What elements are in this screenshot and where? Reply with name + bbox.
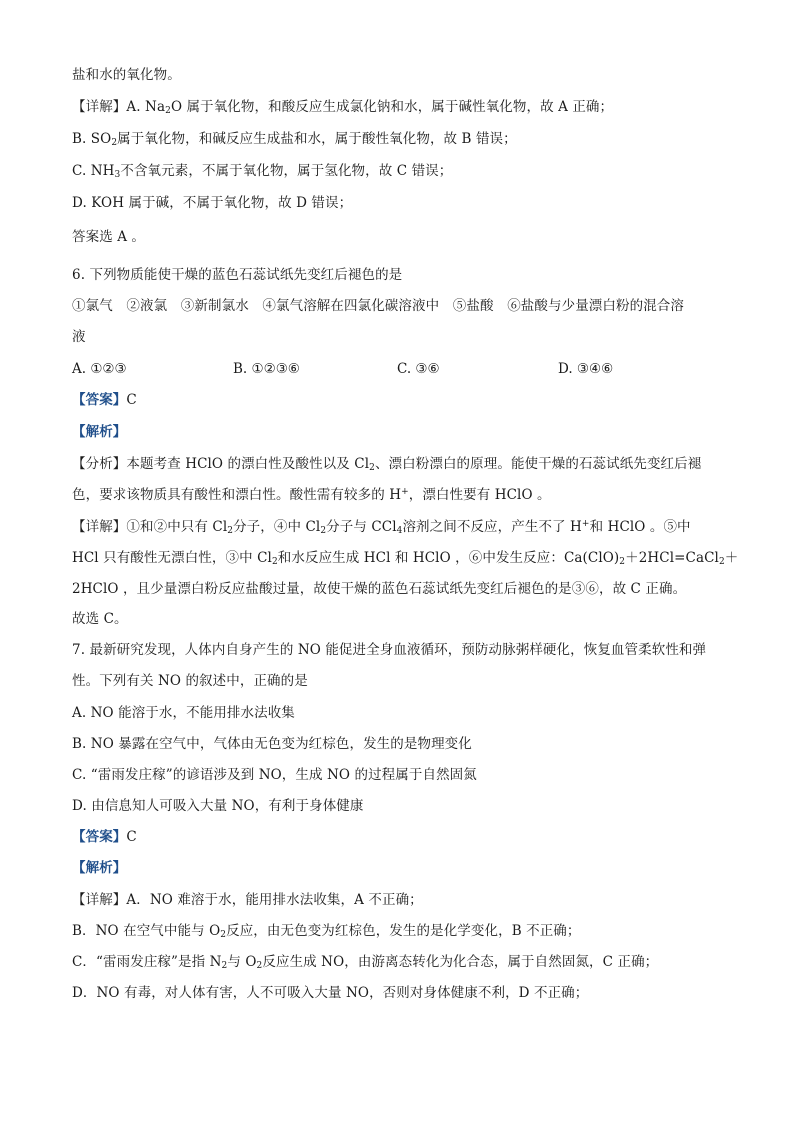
q7-option-c: C. “雷雨发庄稼”的谚语涉及到 NO，生成 NO 的过程属于自然固氮 bbox=[72, 767, 477, 783]
q7-stem-2: 性。下列有关 NO 的叙述中，正确的是 bbox=[72, 673, 308, 689]
q7-answer: 【答案】C bbox=[72, 829, 137, 845]
q6-conclusion: 故选 C。 bbox=[72, 611, 128, 627]
fenxi-tag: 【分析】 bbox=[72, 456, 127, 472]
q7-detail-a: 【详解】A．NO 难溶于水，能用排水法收集，A 不正确； bbox=[72, 892, 423, 908]
jiexi-tag: 【解析】 bbox=[72, 424, 127, 440]
q7-option-a: A. NO 能溶于水，不能用排水法收集 bbox=[72, 705, 295, 721]
q6-option-a: A. ①②③ bbox=[72, 361, 127, 377]
q6-option-d: D. ③④⑥ bbox=[558, 361, 614, 377]
q6-detail-2: HCl 只有酸性无漂白性，③中 $Cl_2$和水反应生成 HCl 和 HClO ，⑥中发生反应：$Ca(ClO)_2+2HCl=CaCl_2+$ bbox=[72, 550, 739, 567]
prev-continuation: 盐和水的氧化物。 bbox=[72, 67, 181, 83]
q7-option-b: B. NO 暴露在空气中，气体由无色变为红棕色，发生的是物理变化 bbox=[72, 736, 472, 752]
q6-answer: 【答案】C bbox=[72, 392, 137, 408]
prev-detail-c: C. $NH_3$不含氧元素，不属于氧化物，属于氢化物，故 C 错误； bbox=[72, 163, 453, 180]
q6-items-cont: 液 bbox=[72, 329, 86, 345]
q7-detail-b: B．NO 在空气中能与 $O_2$反应，由无色变为红棕色，发生的是化学变化，B 不正确； bbox=[72, 923, 581, 940]
q6-stem: 6. 下列物质能使干燥的蓝色石蕊试纸先变红后褪色的是 bbox=[72, 267, 403, 283]
q6-option-b: B. ①②③⑥ bbox=[233, 361, 300, 377]
q7-jiexi bbox=[72, 859, 126, 877]
prev-conclusion: 答案选 A 。 bbox=[72, 229, 146, 245]
detail-tag: 【详解】 bbox=[72, 892, 127, 908]
q6-fenxi-2: 色，要求该物质具有酸性和漂白性。酸性需有较多的 H+，漂白性要有 HClO 。 bbox=[72, 487, 551, 503]
q6-detail-1: 【详解】①和②中只有 $Cl_2$分子，④中 $Cl_2$分子与 CCl$_4$溶剂之间不反应，产生不了 H+和 HClO 。⑤中 bbox=[72, 519, 691, 536]
jiexi-tag: 【解析】 bbox=[72, 860, 127, 876]
prev-detail-a: 【详解】A. $Na_2O$ 属于氧化物，和酸反应生成氯化钠和水，属于碱性氧化物，故 A 正确； bbox=[72, 99, 614, 116]
q6-jiexi bbox=[72, 423, 126, 441]
q7-detail-d: D．NO 有毒，对人体有害，人不可吸入大量 NO，否则对身体健康不利，D 不正确； bbox=[72, 985, 589, 1001]
q6-items: ①氯气 ②液氯 ③新制氯水 ④氯气溶解在四氯化碳溶液中 ⑤盐酸 ⑥盐酸与少量漂白粉的混合溶 bbox=[72, 298, 684, 314]
detail-tag: 【详解】 bbox=[72, 99, 127, 115]
answer-tag: 【答案】 bbox=[72, 829, 127, 845]
q6-option-c: C. ③⑥ bbox=[397, 361, 440, 377]
q6-detail-3: 2HClO ，且少量漂白粉反应盐酸过量，故使干燥的蓝色石蕊试纸先变红后褪色的是③⑥，故 C 正确。 bbox=[72, 581, 687, 597]
detail-tag: 【详解】 bbox=[72, 519, 127, 535]
answer-tag: 【答案】 bbox=[72, 392, 127, 408]
q6-fenxi-1: 【分析】本题考查 HClO 的漂白性及酸性以及 $Cl_2$、漂白粉漂白的原理。能使干燥的石蕊试纸先变红后褪 bbox=[72, 456, 702, 473]
prev-detail-d: D. KOH 属于碱，不属于氧化物，故 D 错误； bbox=[72, 195, 353, 211]
prev-detail-b: B. $SO_2$属于氧化物，和碱反应生成盐和水，属于酸性氧化物，故 B 错误； bbox=[72, 131, 517, 148]
q7-detail-c: C．“雷雨发庄稼”是指 $N_2$与 $O_2$反应生成 NO，由游离态转化为化合态，属于自然固氮，C 正确； bbox=[72, 954, 659, 971]
q7-stem-1: 7. 最新研究发现，人体内自身产生的 NO 能促进全身血液循环，预防动脉粥样硬化，恢复血管柔软性和弹 bbox=[72, 642, 707, 658]
q7-option-d: D. 由信息知人可吸入大量 NO，有利于身体健康 bbox=[72, 798, 364, 814]
